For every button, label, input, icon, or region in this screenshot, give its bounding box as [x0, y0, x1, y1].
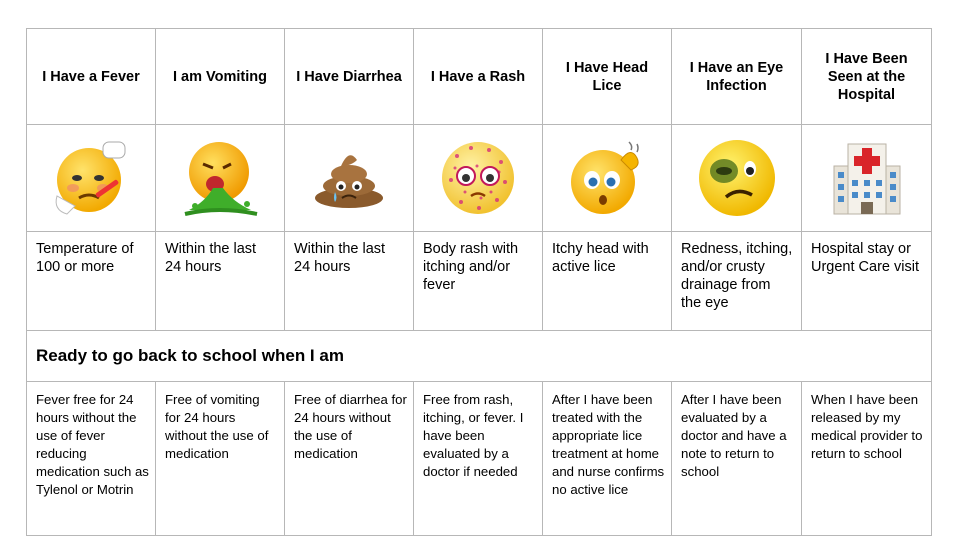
illness-return-table: [26, 28, 932, 536]
header-eye-infection: I Have an Eye Infection: [672, 29, 802, 125]
return-fever: Fever free for 24 hours without the use of fever reducing medication such as Tylenol or Motrin: [27, 382, 156, 536]
section-title: Ready to go back to school when I am: [27, 331, 932, 382]
description-diarrhea: Within the last 24 hours: [285, 232, 414, 331]
return-hospital: When I have been released by my medical provider to return to school: [802, 382, 932, 536]
cell-eye-infection-icon: [672, 125, 802, 232]
rash-face-icon: [437, 136, 519, 220]
icon-row: [27, 125, 932, 232]
cell-diarrhea-icon: [285, 125, 414, 232]
return-eye-infection: After I have been evaluated by a doctor and have a note to return to school: [672, 382, 802, 536]
header-row: [27, 29, 932, 125]
cell-vomiting-icon: [156, 125, 285, 232]
cell-head-lice-icon: [543, 125, 672, 232]
hospital-icon: [830, 140, 904, 216]
header-fever: I Have a Fever: [27, 29, 156, 125]
return-criteria-row: [27, 382, 932, 536]
eye-infection-face-icon: [696, 137, 778, 219]
return-vomiting: Free of vomiting for 24 hours without the use of medication: [156, 382, 285, 536]
description-vomiting: Within the last 24 hours: [156, 232, 285, 331]
return-rash: Free from rash, itching, or fever. I have been evaluated by a doctor if needed: [414, 382, 543, 536]
header-rash: I Have a Rash: [414, 29, 543, 125]
poop-icon: [311, 146, 387, 210]
description-fever: Temperature of 100 or more: [27, 232, 156, 331]
header-head-lice: I Have Head Lice: [543, 29, 672, 125]
cell-fever-icon: [27, 125, 156, 232]
cell-rash-icon: [414, 125, 543, 232]
vomiting-face-icon: [175, 136, 265, 220]
header-vomiting: I am Vomiting: [156, 29, 285, 125]
description-head-lice: Itchy head with active lice: [543, 232, 672, 331]
fever-face-icon: [49, 136, 133, 220]
head-lice-face-icon: [565, 136, 649, 220]
return-diarrhea: Free of diarrhea for 24 hours without the use of medication: [285, 382, 414, 536]
description-eye-infection: Redness, itching, and/or crusty drainage from the eye: [672, 232, 802, 331]
description-row: [27, 232, 932, 331]
header-hospital: I Have Been Seen at the Hospital: [802, 29, 932, 125]
section-title-row: [27, 331, 932, 382]
description-rash: Body rash with itching and/or fever: [414, 232, 543, 331]
description-hospital: Hospital stay or Urgent Care visit: [802, 232, 932, 331]
header-diarrhea: I Have Diarrhea: [285, 29, 414, 125]
return-head-lice: After I have been treated with the appropriate lice treatment at home and nurse confirms no active lice: [543, 382, 672, 536]
cell-hospital-icon: [802, 125, 932, 232]
